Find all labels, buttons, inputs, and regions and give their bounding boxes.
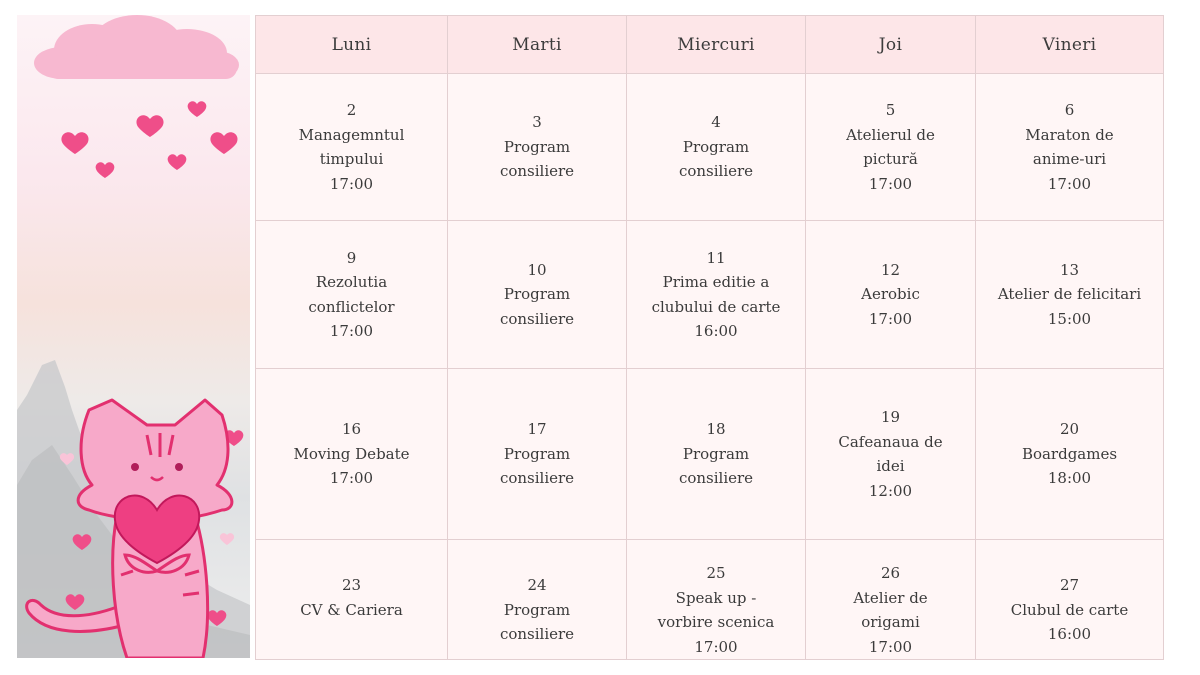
weekday-header: Luni [256, 16, 448, 74]
event-title: consiliere [499, 309, 575, 328]
event-title: clubului de carte [651, 297, 781, 316]
day-date: 11 [706, 248, 726, 267]
event-title: Boardgames [1021, 444, 1118, 463]
day-cell [448, 221, 627, 369]
event-time: 17:00 [1047, 174, 1092, 193]
event-time: 18:00 [1047, 469, 1092, 488]
day-cell [448, 369, 627, 540]
event-title: origami [861, 613, 920, 631]
day-cell [627, 74, 806, 221]
calendar-table [255, 15, 1164, 660]
day-cell [806, 540, 976, 660]
event-title: Program [682, 444, 750, 463]
event-title: consiliere [678, 162, 754, 181]
day-cell [627, 369, 806, 540]
day-date: 9 [346, 248, 357, 267]
event-title: Prima editie a [662, 273, 770, 291]
event-time: 15:00 [1047, 309, 1092, 328]
event-title: timpului [319, 150, 384, 168]
day-cell [256, 369, 448, 540]
event-title: vorbire scenica [657, 613, 775, 631]
day-cell [976, 540, 1164, 660]
week-row [256, 540, 1164, 660]
day-date: 25 [706, 564, 726, 582]
event-title: Program [503, 444, 571, 463]
day-cell [806, 221, 976, 369]
event-title: CV & Cariera [300, 600, 403, 619]
day-cell [806, 74, 976, 221]
event-title: consiliere [499, 162, 575, 181]
event-title: Program [503, 285, 571, 304]
day-date: 17 [527, 420, 547, 439]
event-time: 17:00 [329, 469, 374, 488]
day-date: 18 [706, 420, 726, 439]
event-title: conflictelor [308, 297, 395, 316]
event-time: 16:00 [1047, 625, 1092, 643]
decorative-illustration [17, 15, 250, 658]
day-cell [448, 74, 627, 221]
day-date: 13 [1059, 260, 1080, 279]
event-time: 17:00 [868, 309, 913, 328]
event-time: 17:00 [868, 637, 913, 656]
event-title: Aerobic [861, 285, 920, 304]
event-title: anime-uri [1032, 150, 1107, 168]
day-cell [627, 221, 806, 369]
day-date: 2 [346, 101, 357, 119]
day-date: 4 [711, 113, 721, 132]
event-time: 16:00 [694, 322, 738, 340]
event-title: Clubul de carte [1010, 600, 1129, 619]
weekday-header-row [256, 16, 1164, 74]
event-title: Program [503, 600, 571, 619]
day-date: 19 [880, 408, 901, 426]
event-time: 12:00 [868, 481, 913, 500]
event-title: pictură [863, 150, 918, 168]
week-row [256, 74, 1164, 221]
event-title: consiliere [678, 469, 754, 488]
day-cell [256, 540, 448, 660]
day-date: 12 [880, 260, 901, 279]
event-time: 17:00 [868, 174, 913, 193]
day-date: 10 [527, 260, 547, 279]
day-date: 24 [527, 576, 547, 594]
event-time: 17:00 [694, 637, 738, 656]
week-row [256, 369, 1164, 540]
event-title: Managemntul [298, 125, 405, 144]
event-title: Rezolutia [315, 273, 388, 291]
event-title: idei [876, 457, 905, 475]
cloud-icon [34, 15, 239, 79]
day-date: 5 [885, 101, 896, 119]
event-title: Moving Debate [293, 444, 410, 463]
event-title: Speak up - [675, 588, 757, 607]
day-cell [976, 221, 1164, 369]
day-cell [256, 74, 448, 221]
day-cell [627, 540, 806, 660]
weekday-header: Marti [448, 16, 627, 74]
event-title: consiliere [499, 625, 575, 643]
event-title: Maraton de [1025, 125, 1114, 144]
event-time: 17:00 [329, 174, 374, 193]
weekday-header: Vineri [976, 16, 1164, 74]
day-cell [806, 369, 976, 540]
day-cell [448, 540, 627, 660]
day-date: 20 [1059, 420, 1080, 439]
day-cell [976, 74, 1164, 221]
event-title: consiliere [499, 469, 575, 488]
day-date: 6 [1064, 101, 1075, 119]
event-title: Atelierul de [846, 125, 935, 144]
day-date: 27 [1059, 576, 1080, 594]
day-cell [976, 369, 1164, 540]
week-row [256, 221, 1164, 369]
weekday-header: Miercuri [627, 16, 806, 74]
event-title: Cafeanaua de [838, 432, 943, 451]
illustration-svg [17, 15, 250, 658]
event-title: Program [682, 137, 750, 156]
event-title: Program [503, 137, 571, 156]
event-time: 17:00 [329, 322, 374, 340]
event-title: Atelier de felicitari [997, 285, 1142, 304]
day-date: 3 [532, 113, 542, 132]
day-date: 16 [341, 420, 362, 439]
day-cell [256, 221, 448, 369]
day-date: 23 [341, 576, 362, 594]
event-title: Atelier de [853, 588, 928, 607]
day-date: 26 [880, 564, 901, 582]
weekday-header: Joi [806, 16, 976, 74]
